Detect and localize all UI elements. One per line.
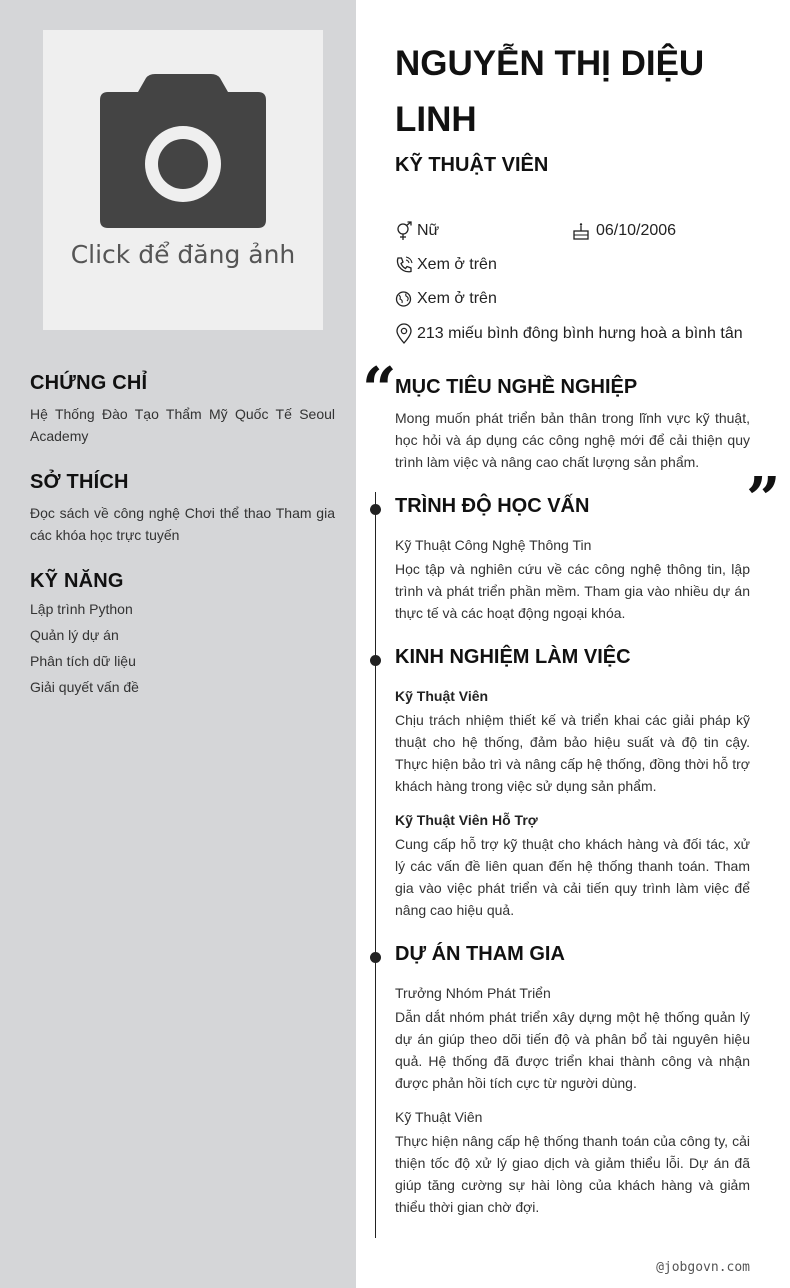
photo-caption: Click để đăng ảnh (70, 240, 296, 269)
skill-item: Quản lý dự án (30, 627, 119, 643)
phone-value: Xem ở trên (417, 256, 497, 273)
skill-item: Lập trình Python (30, 601, 133, 617)
project-role: Trưởng Nhóm Phát Triển (395, 985, 551, 1001)
objective-text: Mong muốn phát triển bản thân trong lĩnh vực kỹ thuật, học hỏi và áp dụng các công nghệ mới để cải thiện quy trình làm việc và nâng cao chất lượng sản phẩm. (395, 410, 750, 470)
birthday-value: 06/10/2006 (596, 222, 677, 239)
education-title: TRÌNH ĐỘ HỌC VẤN (395, 495, 590, 517)
hobbies-text: Đọc sách về công nghệ Chơi thể thao Tham gia các khóa học trực tuyến (30, 505, 335, 543)
open-quote-icon: “ (362, 355, 397, 425)
gender-row (395, 221, 439, 241)
skills-title: KỸ NĂNG (30, 570, 124, 592)
photo-upload[interactable] (43, 30, 323, 330)
globe-icon (395, 289, 413, 309)
birthday-cake-icon (572, 221, 590, 241)
hobbies-title: SỞ THÍCH (30, 471, 129, 493)
experience-text: Cung cấp hỗ trợ kỹ thuật cho khách hàng và đối tác, xử lý các vấn đề liên quan đến hệ thống thanh toán. Tham gia vào việc phát triển và cải tiến quy trình làm việc để nâng cao hiệu quả. (395, 836, 750, 918)
website-row (395, 289, 497, 309)
timeline-dot (370, 952, 381, 963)
certificates-section (30, 372, 335, 447)
skills-section (30, 570, 335, 700)
project-text: Thực hiện nâng cấp hệ thống thanh toán của công ty, cải thiện tốc độ xử lý giao dịch và giảm thiểu lỗi. Dự án đã giúp tăng cường sự hài lòng của khách hàng và giảm thiểu thời gian chờ đợi. (395, 1133, 750, 1215)
gender-icon (395, 221, 413, 241)
timeline-dot (370, 655, 381, 666)
website-value: Xem ở trên (417, 290, 497, 307)
address-value: 213 miếu bình đông bình hưng hoà a bình tân (417, 325, 743, 342)
address-row (395, 323, 743, 345)
birthday-row (572, 221, 676, 241)
experience-title: KINH NGHIỆM LÀM VIỆC (395, 646, 631, 668)
experience-position: Kỹ Thuật Viên Hỗ Trợ (395, 812, 538, 828)
candidate-name: NGUYỄN THỊ DIỆU LINH (395, 44, 705, 139)
phone-row (395, 255, 497, 275)
certificates-title: CHỨNG CHỈ (30, 372, 148, 394)
project-text: Dẫn dắt nhóm phát triển xây dựng một hệ thống quản lý dự án giúp theo dõi tiến độ và phân bổ tài nguyên hiệu quả. Hệ thống đã được triển khai thành công và nhận được phản hồi tích cực từ người dùng. (395, 1009, 750, 1091)
experience-text: Chịu trách nhiệm thiết kế và triển khai các giải pháp kỹ thuật cho hệ thống, đảm bảo hiệu suất và độ tin cậy. Thực hiện bảo trì và nâng cấp hệ thống, đồng thời hỗ trợ khách hàng trong việc sử dụng sản phẩm. (395, 712, 750, 794)
close-quote-icon: ” (746, 465, 781, 535)
timeline-line (375, 492, 376, 1238)
location-pin-icon (395, 323, 413, 345)
timeline-dot (370, 504, 381, 515)
footer-watermark[interactable]: @jobgovn.com (656, 1260, 750, 1275)
objective-title: MỤC TIÊU NGHỀ NGHIỆP (395, 376, 638, 398)
job-title: KỸ THUẬT VIÊN (395, 154, 549, 176)
skills-list (30, 596, 335, 700)
projects-title: DỰ ÁN THAM GIA (395, 943, 565, 965)
education-major: Kỹ Thuật Công Nghệ Thông Tin (395, 537, 592, 553)
experience-position: Kỹ Thuật Viên (395, 688, 489, 704)
gender-value: Nữ (417, 222, 440, 239)
phone-icon (395, 255, 413, 275)
education-text: Học tập và nghiên cứu về các công nghệ thông tin, lập trình và phát triển phần mềm. Tham gia vào nhiều dự án thực tế và các hoạt động ngoại khóa. (395, 561, 750, 621)
skill-item: Phân tích dữ liệu (30, 653, 136, 669)
camera-icon (43, 30, 323, 330)
skill-item: Giải quyết vấn đề (30, 679, 139, 695)
project-role: Kỹ Thuật Viên (395, 1109, 483, 1125)
hobbies-section (30, 471, 335, 546)
certificates-text: Hệ Thống Đào Tạo Thẩm Mỹ Quốc Tế Seoul Academy (30, 406, 335, 444)
